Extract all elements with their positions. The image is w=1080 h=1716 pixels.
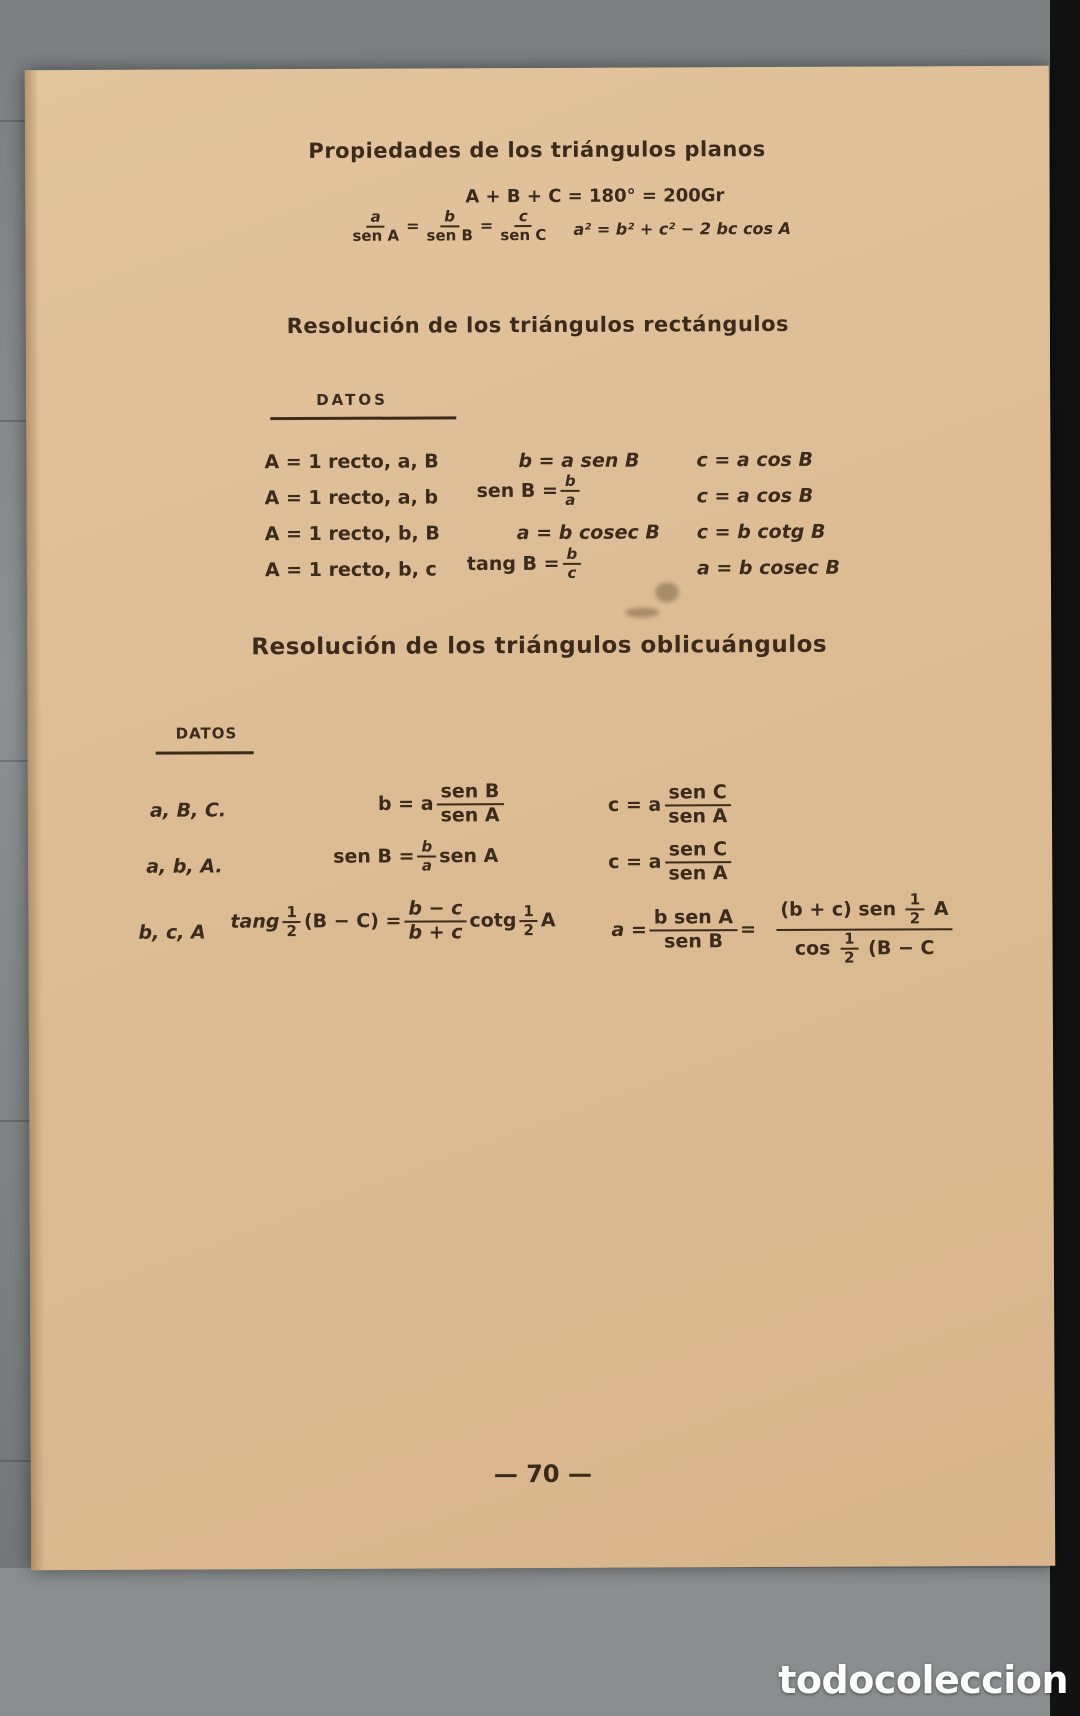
rect-row3-datos: A = 1 recto, b, B [264,522,440,546]
datos-rule-oblicuangulos [156,751,254,754]
obl-row3-datos: b, c, A [138,921,206,944]
rect-row1-f2: c = a cos B [696,448,814,472]
section-title-rectangulos: Resolución de los triángulos rectángulos [286,311,790,339]
obl-row3-f1: tang $\frac{1}{2}$ (B − C) = $\frac{b - c}{b + c}$ cotg $\frac{1}{2}$ A [230,897,556,944]
ink-smudge [655,582,679,602]
rect-row1-datos: A = 1 recto, a, B [264,450,439,474]
datos-rule-rectangulos [270,416,456,420]
rect-row2-f1: sen B = $\frac{b}{a}$ [476,473,582,510]
rect-row4-datos: A = 1 recto, b, c [264,558,437,582]
angle-sum-formula: A + B + C = 180° = 200Gr [465,185,725,208]
obl-row1-f2: c = a $\frac{\text{sen C}}{\text{sen A}}$ [608,782,734,828]
datos-label-rectangulos: DATOS [316,390,388,409]
section-title-propiedades: Propiedades de los triángulos planos [308,137,766,164]
rect-row1-f1: b = a sen B [518,449,640,473]
ink-smudge [625,607,659,617]
rect-row4-f2: a = b cosec B [696,556,841,580]
watermark-logo: todocoleccion [778,1658,1068,1702]
datos-label-oblicuangulos: DATOS [175,724,238,743]
rect-row3-f2: c = b cotg B [696,520,826,544]
obl-row2-datos: a, b, A. [146,855,223,878]
obl-row3-f2: a = $\frac{\text{b sen A}}{\text{sen B}}$ = [611,906,757,953]
section-title-oblicuangulos: Resolución de los triángulos oblicuángulos [251,631,828,661]
obl-row3-f3: (b + c) sen $\frac{1}{2}$ A cos $\frac{1}{2}$ (B − C [773,891,955,967]
rect-row2-datos: A = 1 recto, a, b [264,486,439,510]
book-page [25,66,1056,1570]
rect-row4-f1: tang B = $\frac{b}{c}$ [467,546,585,583]
rect-row3-f1: a = b cosec B [516,521,660,545]
obl-row2-f1: sen B = $\frac{b}{a}$ sen A [333,837,499,875]
obl-row1-f1: b = a $\frac{\text{sen B}}{\text{sen A}}$ [378,781,507,827]
rect-row2-f2: c = a cos B [696,484,814,508]
obl-row1-datos: a, B, C. [149,799,227,822]
sine-law-formula: $\frac{a}{\text{sen A}}$ = $\frac{b}{\text{sen B}}$ = $\frac{c}{\text{sen C}}$ [352,207,547,246]
obl-row2-f2: c = a $\frac{\text{sen C}}{\text{sen A}}$ [608,839,734,885]
page-number: — 70 — [493,1459,592,1489]
cosine-law-formula: a² = b² + c² − 2 bc cos A [573,218,792,239]
